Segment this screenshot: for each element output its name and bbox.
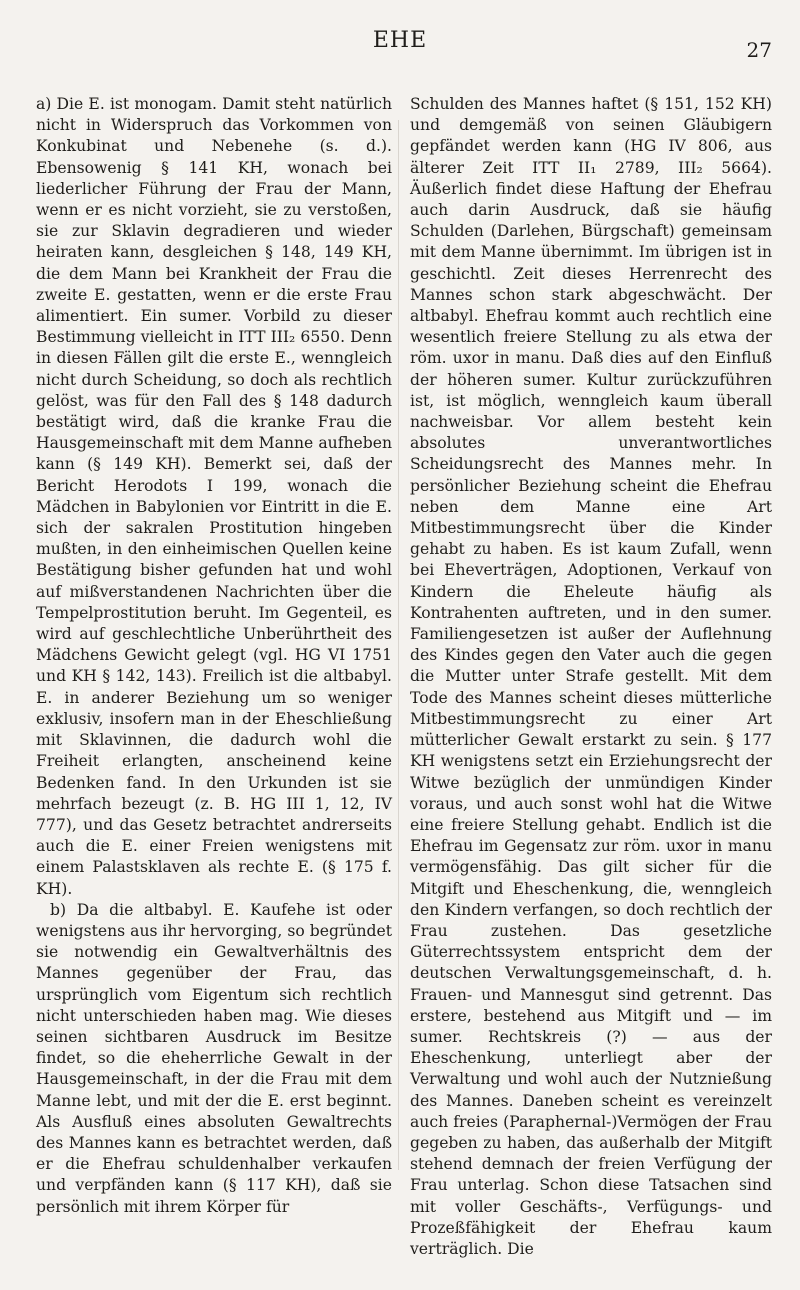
left-column	[36, 94, 392, 1218]
paragraph-a: a) Die E. ist monogam. Damit steht natürlich nicht in Widerspruch das Vorkommen von Konkubinat und Nebenehe (s. d.). Ebensowenig § 141 KH, wonach bei liederlicher Führung der Frau der Mann, wenn er es nicht vorzieht, sie zu verstoßen, sie zur Sklavin degradieren und wieder heiraten kann, desgleichen § 148, 149 KH, die dem Mann bei Krankheit der Frau die zweite E. gestatten, wenn er die erste Frau alimentiert. Ein sumer. Vorbild zu dieser Bestimmung vielleicht in ITT III₂ 6550. Denn in diesen Fällen gilt die erste E., wenngleich nicht durch Scheidung, so doch als rechtlich gelöst, was für den Fall des § 148 dadurch bestätigt wird, daß die kranke Frau die Hausgemeinschaft mit dem Manne aufheben kann (§ 149 KH). Bemerkt sei, daß der Bericht Herodots I 199, wonach die Mädchen in Babylonien vor Eintritt in die E. sich der sakralen Prostitution hingeben mußten, in den einheimischen Quellen keine Bestätigung bisher gefunden hat und wohl auf mißverstandenen Nachrichten über die Tempelprostitution beruht. Im Gegenteil, es wird auf geschlechtliche Unberührtheit des Mädchens Gewicht gelegt (vgl. HG VI 1751 und KH § 142, 143). Freilich ist die altbabyl. E. in anderer Beziehung um so weniger exklusiv, insofern man in der Eheschließung mit Sklavinnen, die dadurch wohl die Freiheit erlangten, anscheinend keine Bedenken fand. In den Urkunden ist sie mehrfach bezeugt (z. B. HG III 1, 12, IV 777), und das Gesetz betrachtet andrerseits auch die E. einer Freien wenigstens mit einem Palastsklaven als rechte E. (§ 175 f. KH).	[36, 95, 392, 898]
paragraph-continued: Schulden des Mannes haftet (§ 151, 152 KH) und demgemäß von seinen Gläubigern gepfändet werden kann (HG IV 806, aus älterer Zeit ITT II₁ 2789, III₂ 5664). Äußerlich findet diese Haftung der Ehefrau auch darin Ausdruck, daß sie häufig Schulden (Darlehen, Bürgschaft) gemeinsam mit dem Manne übernimmt. Im übrigen ist in geschichtl. Zeit dieses Herrenrecht des Mannes schon stark abgeschwächt. Der altbabyl. Ehefrau kommt auch rechtlich eine wesentlich freiere Stellung zu als etwa der röm. uxor in manu. Daß dies auf den Einfluß der höheren sumer. Kultur zurückzuführen ist, ist möglich, wenngleich kaum überall nachweisbar. Vor allem besteht kein absolutes unverantwortliches Scheidungsrecht des Mannes mehr. In persönlicher Beziehung scheint die Ehefrau neben dem Manne eine Art Mitbestimmungsrecht über die Kinder gehabt zu haben. Es ist kaum Zufall, wenn bei Eheverträgen, Adoptionen, Verkauf von Kindern die Eheleute häufig als Kontrahenten auftreten, und in den sumer. Familiengesetzen ist außer der Auflehnung des Kindes gegen den Vater auch die gegen die Mutter unter Strafe gestellt. Mit dem Tode des Mannes scheint dieses mütterliche Mitbestimmungsrecht zu einer Art mütterlicher Gewalt erstarkt zu sein. § 177 KH wenigstens setzt ein Erziehungsrecht der Witwe bezüglich der unmündigen Kinder voraus, und auch sonst wohl hat die Witwe eine freiere Stellung gehabt. Endlich ist die Ehefrau im Gegensatz zur röm. uxor in manu vermögensfähig. Das gilt sicher für die Mitgift und Eheschenkung, die, wenngleich den Kindern verfangen, so doch rechtlich der Frau zustehen. Das gesetzliche Güterrechtssystem entspricht dem der deutschen Verwaltungsgemeinschaft, d. h. Frauen- und Mannesgut sind getrennt. Das erstere, bestehend aus Mitgift und — im sumer. Rechtskreis (?) — aus der Eheschenkung, unterliegt aber der Verwaltung und wohl auch der Nutznießung des Mannes. Daneben scheint es vereinzelt auch freies (Paraphernal-)Vermögen der Frau gegeben zu haben, das außerhalb der Mitgift stehend demnach der freien Verfügung der Frau unterlag. Schon diese Tatsachen sind mit voller Geschäfts-, Verfügungs- und Prozeßfähigkeit der Ehefrau kaum verträglich. Die	[410, 95, 772, 1258]
page-number: 27	[746, 38, 772, 62]
column-divider	[398, 120, 399, 1170]
paragraph-b: b) Da die altbabyl. E. Kaufehe ist oder wenigstens aus ihr hervorging, so begründet sie notwendig ein Gewaltverhältnis des Mannes gegenüber der Frau, das ursprünglich vom Eigentum sich rechtlich nicht unterschieden haben mag. Wie dieses seinen sichtbaren Ausdruck im Besitze findet, so die eheherrliche Gewalt in der Hausgemeinschaft, in der die Frau mit dem Manne lebt, und mit der die E. erst beginnt. Als Ausfluß eines absoluten Gewaltrechts des Mannes kann es betrachtet werden, daß er die Ehefrau schuldenhalber verkaufen und verpfänden kann (§ 117 KH), daß sie persönlich mit ihrem Körper für	[36, 900, 392, 1216]
running-head: EHE	[372, 28, 428, 53]
right-column	[410, 94, 772, 1260]
